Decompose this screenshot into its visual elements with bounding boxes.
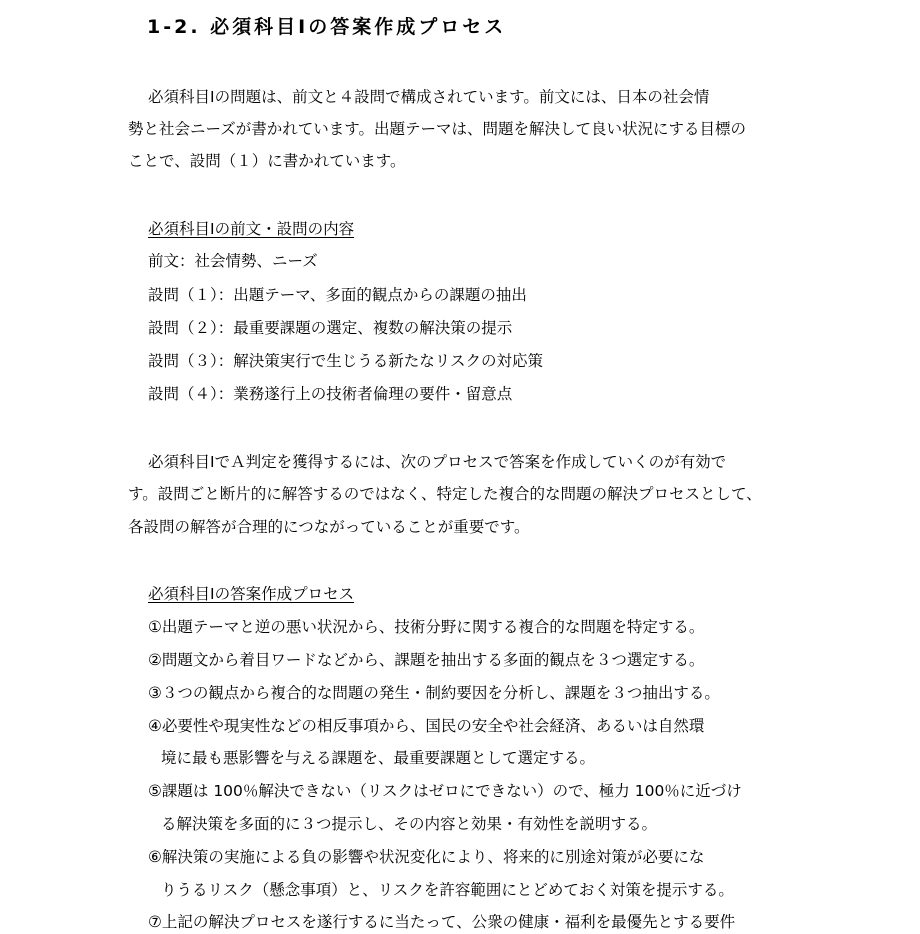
contents-item-2: 設問（１）：出題テーマ、多面的観点からの課題の抽出 (148, 286, 527, 304)
process-step-5-line-1: ⑤課題は 100％解決できない（リスクはゼロにできない）ので、極力 100％に近づけ (148, 782, 742, 800)
intro-line-3: ことで、設問（１）に書かれています。 (128, 152, 406, 170)
process-step-2: ②問題文から着目ワードなどから、課題を抽出する多面的観点を３つ選定する。 (148, 651, 705, 669)
contents-item-3: 設問（２）：最重要課題の選定、複数の解決策の提示 (148, 319, 513, 337)
para2-line-1: 必須科目ⅠでＡ判定を獲得するには、次のプロセスで答案を作成していくのが有効で (148, 453, 727, 471)
intro-line-2: 勢と社会ニーズが書かれています。出題テーマは、問題を解決して良い状況にする目標の (128, 120, 746, 138)
process-step-5-line-2: る解決策を多面的に３つ提示し、その内容と効果・有効性を説明する。 (161, 815, 658, 833)
contents-item-4: 設問（３）：解決策実行で生じうる新たなリスクの対応策 (148, 352, 543, 370)
process-step-7-line-1: ⑦上記の解決プロセスを遂行するに当たって、公衆の健康・福利を最優先とする要件 (148, 913, 736, 931)
contents-item-1: 前文：社会情勢、ニーズ (148, 252, 318, 270)
para2-line-2: す。設問ごと断片的に解答するのではなく、特定した複合的な問題の解決プロセスとして、 (128, 485, 762, 503)
process-step-4-line-2: 境に最も悪影響を与える課題を、最重要課題として選定する。 (161, 749, 596, 767)
para2-line-3: 各設問の解答が合理的につながっていることが重要です。 (128, 518, 530, 536)
process-step-1: ①出題テーマと逆の悪い状況から、技術分野に関する複合的な問題を特定する。 (148, 618, 705, 636)
process-step-3: ③３つの観点から複合的な問題の発生・制約要因を分析し、課題を３つ抽出する。 (148, 684, 720, 702)
contents-item-5: 設問（４）：業務遂行上の技術者倫理の要件・留意点 (148, 385, 513, 403)
contents-heading: 必須科目Ⅰの前文・設問の内容 (148, 220, 355, 238)
process-heading: 必須科目Ⅰの答案作成プロセス (148, 585, 355, 603)
process-step-6-line-2: りうるリスク（懸念事項）と、リスクを許容範囲にとどめておく対策を提示する。 (161, 881, 734, 899)
intro-line-1: 必須科目Ⅰの問題は、前文と４設問で構成されています。前文には、日本の社会情 (148, 88, 710, 106)
page-title: 1-2. 必須科目Ⅰの答案作成プロセス (147, 16, 507, 38)
process-step-4-line-1: ④必要性や現実性などの相反事項から、国民の安全や社会経済、あるいは自然環 (148, 717, 705, 735)
process-step-6-line-1: ⑥解決策の実施による負の影響や状況変化により、将来的に別途対策が必要にな (148, 848, 705, 866)
